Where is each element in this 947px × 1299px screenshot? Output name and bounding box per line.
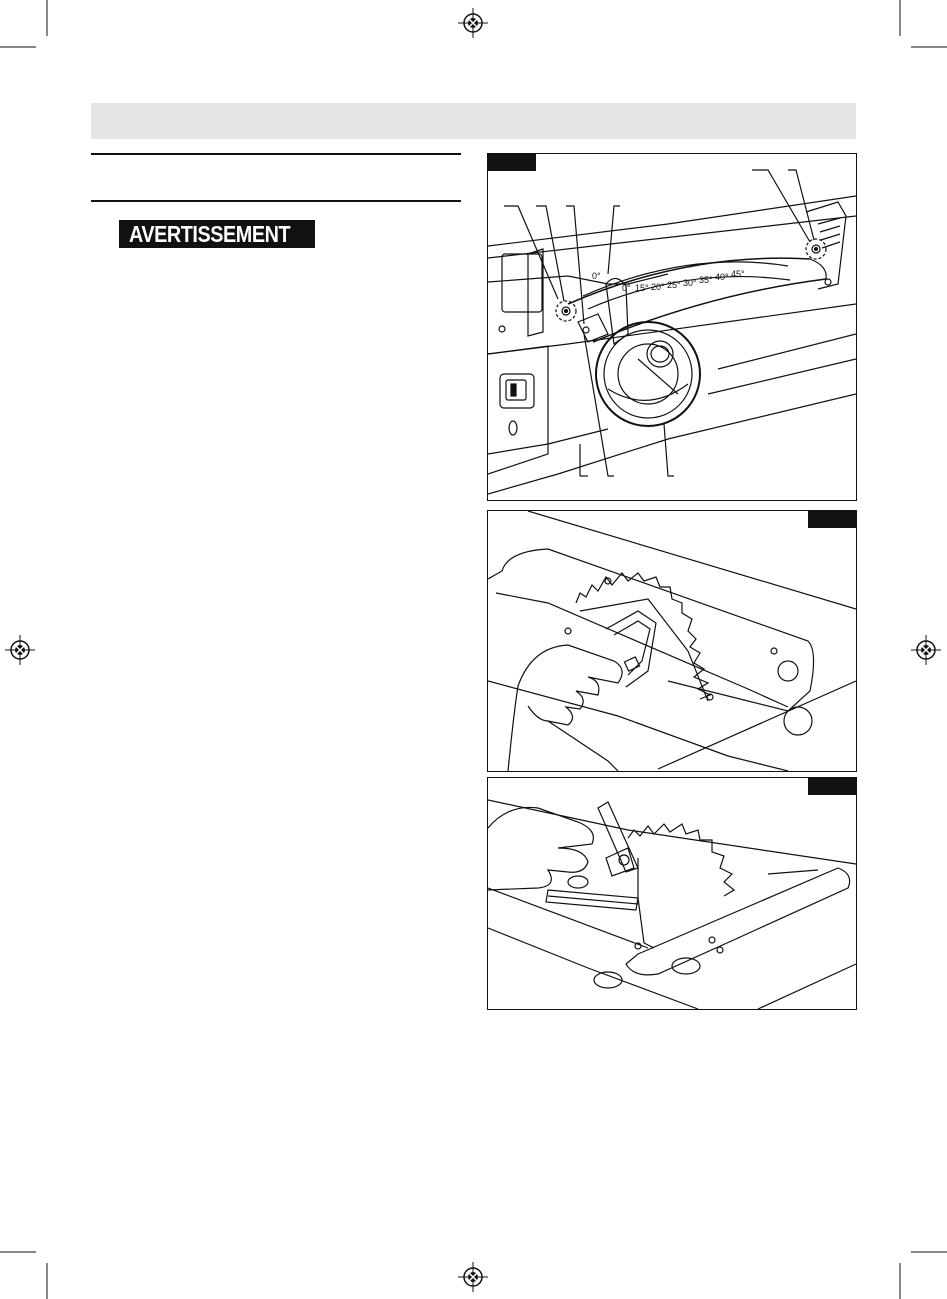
scale-label-0: 0° [622, 283, 631, 293]
scale-label-15: 15° [635, 283, 649, 293]
figure-square-check-front [487, 510, 857, 772]
heading-rule-bottom [91, 200, 461, 202]
registration-target-right [911, 635, 941, 665]
registration-target-top [458, 8, 488, 38]
bevel-scale-illustration [488, 154, 856, 500]
figure-square-check-bevel [487, 777, 857, 1010]
registration-target-bottom [458, 1262, 488, 1292]
scale-label-40: 40° [715, 272, 729, 282]
scale-label-30: 30° [683, 278, 697, 288]
bevel-check-illustration [488, 778, 856, 1009]
figure-number-tab [808, 511, 856, 528]
warning-label [119, 220, 315, 248]
scale-label-45: 45° [731, 269, 745, 279]
figure-number-tab [808, 778, 856, 795]
heading-rule-top [91, 153, 461, 155]
square-check-illustration [488, 511, 856, 771]
scale-label-0-left: 0° [592, 271, 601, 281]
figure-bevel-scale [487, 153, 857, 501]
figure-number-tab [488, 154, 536, 171]
registration-target-left [5, 635, 35, 665]
warning-text: AVERTISSEMENT [129, 220, 291, 247]
scale-label-35: 35° [699, 275, 713, 285]
scale-label-25: 25° [667, 280, 681, 290]
section-header-bar [91, 103, 856, 139]
scale-label-20: 20° [651, 282, 665, 292]
